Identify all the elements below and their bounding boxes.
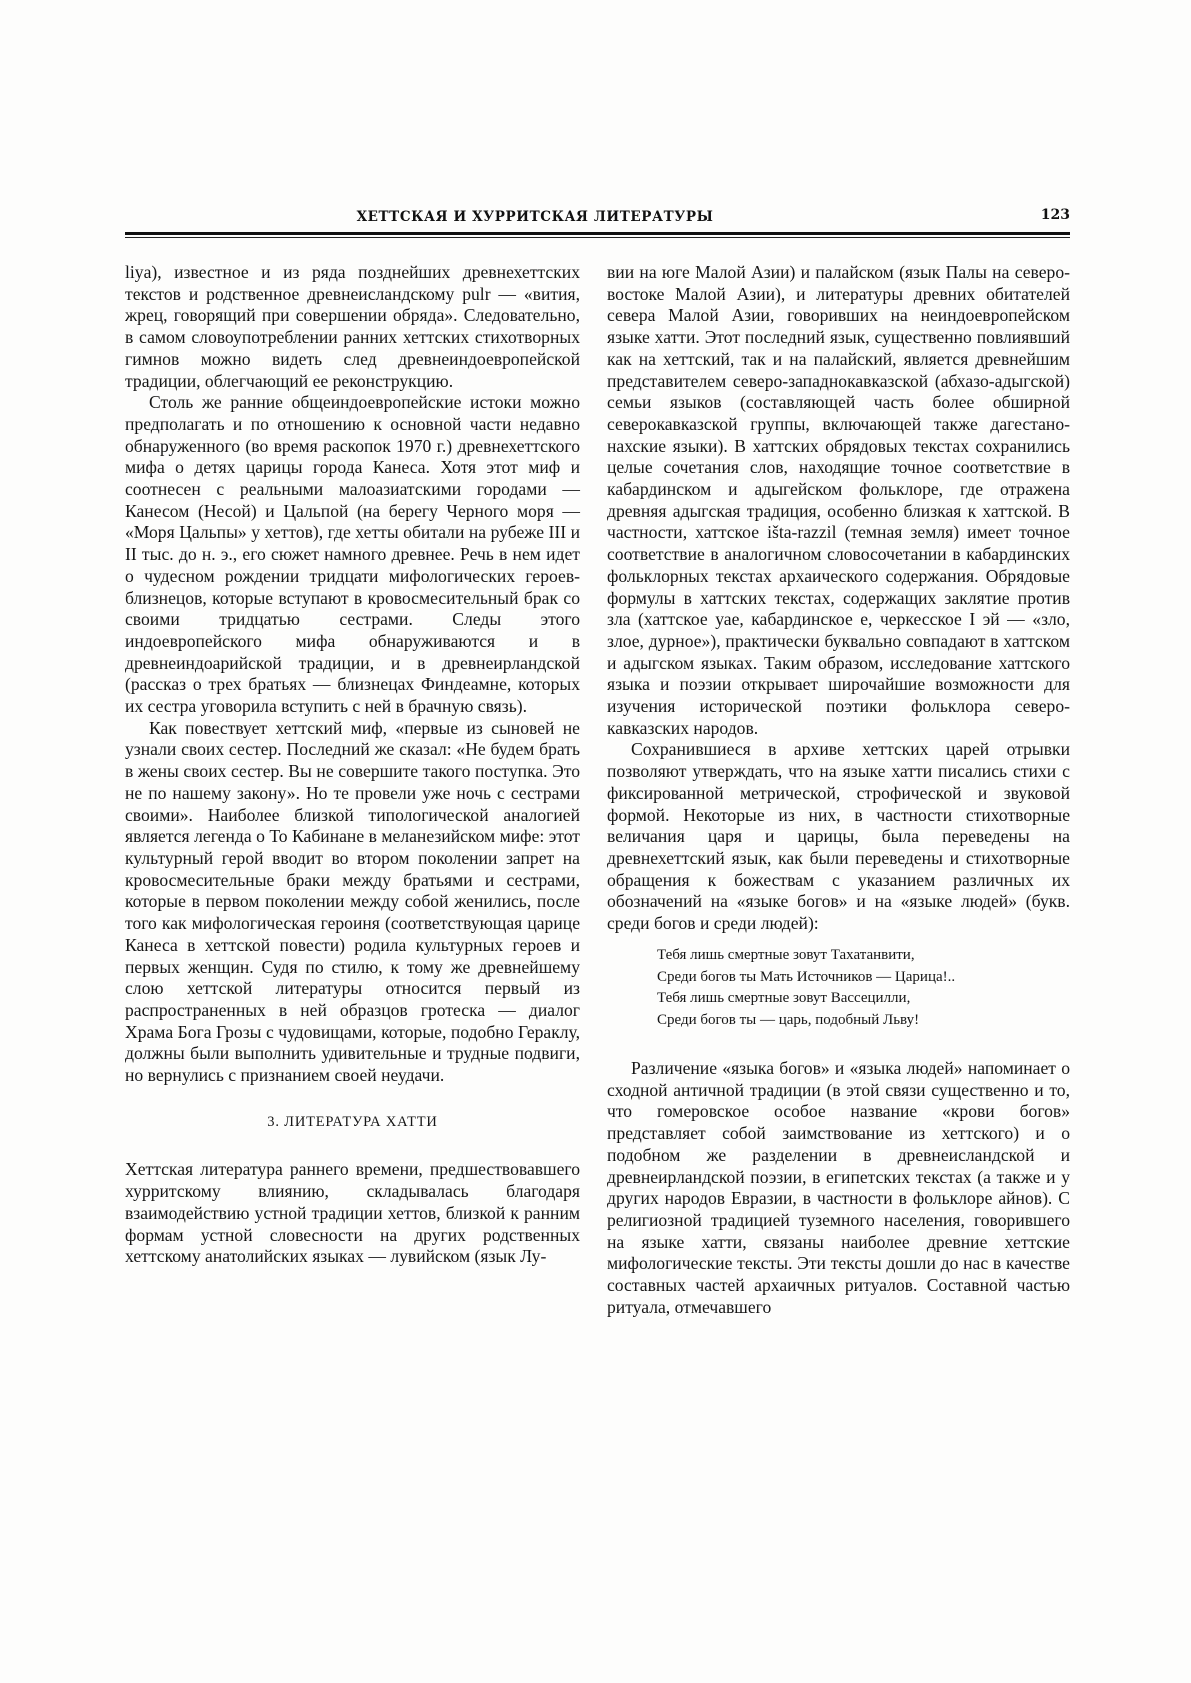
paragraph: Различение «языка богов» и «языка людей» напоминает о сходной античной традиции (в этой связи существенно и то, что гомеровское особое название «крови богов» представляет собой заимствование из хеттского) и о подобном же разделении в древнеисландской и древнеирландской поэзии, в египетских текстах (а также и у других народов Евразии, в частности в фольклоре айнов). С религиозной традицией туземного населения, говорившего на языке хатти, связаны наиболее древние хеттские мифологические тексты. Эти тексты дошли до нас в качестве составных частей архаичных ритуалов. Составной частью ритуала, отмечавшего	[607, 1057, 1070, 1317]
right-column	[607, 262, 1070, 1318]
poem-line: Среди богов ты Мать Источников — Царица!..	[657, 968, 956, 985]
poem-line: Тебя лишь смертные зовут Тахатанвити,	[657, 946, 915, 963]
left-column	[125, 262, 580, 1268]
poem-line: Тебя лишь смертные зовут Вассецилли,	[657, 990, 911, 1007]
header-rule-thin	[125, 237, 1070, 238]
paragraph: вии на юге Малой Азии) и палайском (язык Палы на северо-востоке Малой Азии), и литературы древних обитателей севера Малой Азии, говоривших на неиндоевропейском языке хатти. Этот последний язык, существенно повлиявший как на хеттский, так и на палайский, является древнейшим представителем северо-западнокавказской (абхазо-адыгской) семьи языков (составляющей часть более обширной северокавказской группы, включающей также дагестано-нахские языки). В хаттских обрядовых текстах сохранились целые сочетания слов, находящие точное соответствие в кабардинском и адыгейском фольклоре, где отражена древняя адыгская традиция, особенно близкая к хаттской. В частности, хаттское išta-razzil (темная земля) имеет точное соответствие в аналогичном словосочетании в кабардинских фольклорных текстах архаического содержания. Обрядовые формулы в хаттских текстах, содержащих заклятие против зла (хаттское уае, кабардинское е, черкесское I эй — «зло, злое, дурное»), практически буквально совпадают в хаттском и адыгском языках. Таким образом, исследование хаттского языка и поэзии открывает широчайшие возможности для изучения исторической поэтики фольклора северо-кавказских народов.	[607, 262, 1070, 738]
poem-quote	[657, 945, 1070, 1032]
paragraph: Сохранившиеся в архиве хеттских царей отрывки позволяют утверждать, что на языке хатти писались стихи с фиксированной метрической, строфической и звуковой формой. Некоторые из них, в частности стихотворные величания царя и царицы, была переведены на древнехеттский язык, как были переведены и стихотворные обращения к божествам с указанием различных их обозначений на «языке богов» и на «языке людей» (букв. среди богов и среди людей):	[607, 739, 1070, 934]
page-number: 123	[1040, 207, 1070, 223]
running-title: ХЕТТСКАЯ И ХУРРИТСКАЯ ЛИТЕРАТУРЫ	[356, 209, 714, 225]
paragraph: liya), известное и из ряда позднейших древнехеттских текстов и родственное древнеисландскому pulr — «вития, жрец, говорящий при совершении обряда». Следовательно, в самом словоупотреблении ранних хеттских стихотворных гимнов можно видеть след древнеиндоевропейской традиции, облегчающий ее реконструкцию.	[125, 262, 580, 391]
page-header	[125, 207, 1070, 231]
poem-line: Среди богов ты — царь, подобный Льву!	[657, 1012, 920, 1029]
paragraph: Как повествует хеттский миф, «первые из сыновей не узнали своих сестер. Последний же сказал: «Не будем брать в жены своих сестер. Вы не совершите такого поступка. Это не по нашему закону». Но те провели уже ночь с сестрами своими». Наиболее близкой типологической аналогией является легенда о То Кабинане в меланезийском мифе: этот культурный герой вводит во втором поколении запрет на кровосмесительные браки между братьями и сестрами, которые в первом поколении между собой женились, после того как мифологическая героиня (соответствующая царице Канеса в хеттской повести) родила культурных героев и первых женщин. Судя по стилю, к тому же древнейшему слою хеттской литературы относится первый из распространенных в ней образцов гротеска — диалог Храма Бога Грозы с чудовищами, которые, подобно Гераклу, должны были выполнить удивительные и трудные подвиги, но вернулись с признанием своей неудачи.	[125, 717, 580, 1086]
paragraph: Хеттская литература раннего времени, предшествовавшего хурритскому влиянию, складывалась благодаря взаимодействию устной традиции хеттов, близкой к ранним формам устной словесности на других родственных хеттскому анатолийских языках — лувийском (язык Лу-	[125, 1159, 580, 1267]
header-rule-thick	[125, 232, 1070, 235]
paragraph: Столь же ранние общеиндоевропейские истоки можно предполагать и по отношению к основной части недавно обнаруженного (во время раскопок 1970 г.) древнехеттского мифа о детях царицы города Канеса. Хотя этот миф и соотнесен с реальными малоазиатскими городами — Канесом (Несой) и Цальпой (на берегу Черного моря — «Моря Цальпы» у хеттов), где хетты обитали на рубеже III и II тыс. до н. э., его сюжет намного древнее. Речь в нем идет о чудесном рождении тридцати мифологических героев-близнецов, которые вступают в кровосмесительный брак со своими тридцатью сестрами. Следы этого индоевропейского мифа обнаруживаются и в древнеиндоарийской традиции, и в древнеирландской (рассказ о трех братьях — близнецах Финдеамне, которых их сестра уговорила вступить с ней в брачную связь).	[125, 392, 580, 717]
section-heading: 3. ЛИТЕРАТУРА ХАТТИ	[267, 1113, 438, 1130]
